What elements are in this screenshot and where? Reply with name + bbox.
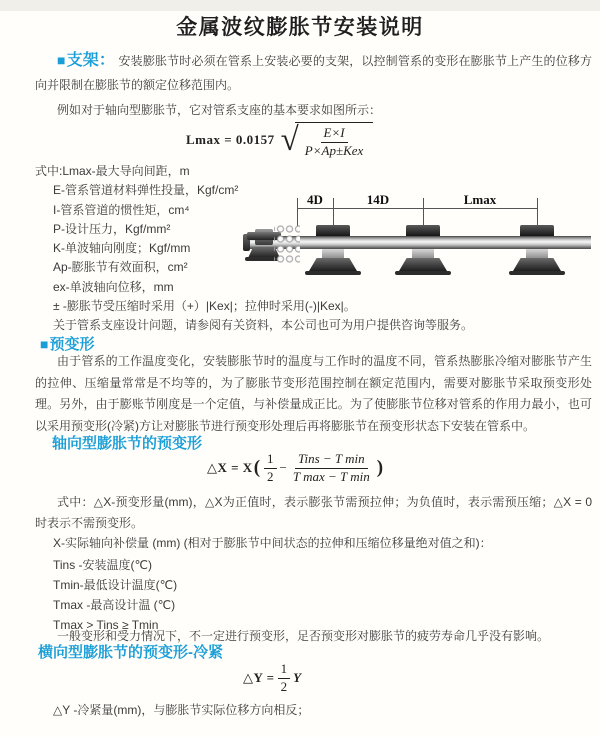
predeform-general-note: 一般变形和受力情况下，不一定进行预变形，足否预变形对膨胀节的疲劳寿命几乎没有影响。: [57, 629, 550, 643]
x-definition-line: X-实际轴向补偿量 (mm) (相对于膨胀节中间状态的拉伸和压缩位移量绝对值之和)：: [53, 536, 492, 550]
page-top-margin: [0, 0, 600, 11]
variable-line: Ap-膨胀节有效面积，cm²: [53, 260, 188, 275]
guide-support: [395, 225, 451, 277]
tmax-line: Tmax -最高设计温 (℃): [53, 598, 176, 612]
section-marker-icon: ■: [57, 52, 66, 68]
lmax-formula-lhs: Lmax = 0.0157: [186, 132, 275, 147]
ax-formula-minus: −: [279, 460, 287, 475]
ax-formula-half-fraction: $\frac{1}{2}$: [264, 452, 277, 485]
variable-line: 式中:Lmax-最大导向间距，m: [35, 164, 190, 178]
predeform-heading-label: 预变形: [49, 336, 95, 353]
ax-formula-lhs: △X = X: [207, 460, 253, 475]
bellows-coils: [274, 223, 300, 263]
ay-formula-fraction: $\frac{1}{2}$: [278, 662, 291, 695]
sqrt-icon: √: [280, 122, 299, 158]
support-heading-label: 支架：: [66, 52, 116, 69]
lmax-formula: [186, 122, 373, 158]
lmax-formula-denominator: P×Ap±Kex: [304, 142, 364, 158]
axial-predeform-formula: [207, 451, 384, 485]
axial-subsection-heading: 轴向型膨胀节的预变形: [52, 435, 203, 452]
ax-formula-close-paren: ): [376, 457, 384, 478]
variable-line: E-管系管道材料弹性投量，Kgf/cm²: [53, 183, 239, 198]
ax-formula-open-paren: (: [253, 457, 261, 478]
support-section-heading: [57, 52, 115, 69]
lmax-formula-numerator: E×I: [321, 126, 348, 143]
plus-minus-note: ± -膨胀节受压缩时采用（+）|Kex|；拉伸时采用(-)|Kex|。: [53, 299, 356, 314]
lmax-formula-radicand: [295, 122, 374, 159]
dim-label-lmax: Lmax: [453, 193, 507, 207]
tins-line: Tins -安装温度(℃): [53, 558, 153, 572]
ay-formula-rhs: Y: [293, 670, 302, 685]
ax-formula-explanation: 式中：△X-预变形量(mm)，△X为正值时，表示膨张节需预拉伸；为负值时，表示需预压缩；△X = 0时表示不需预变形。: [35, 495, 592, 530]
predeform-paragraph: 由于管系的工作温度变化，安装膨胀节时的温度与工作时的温度不同，管系热膨胀冷缩对膨胀节产生的拉伸、压缩量常常是不均等的，为了膨胀节变形范围控制在额定范围内，需要对膨胀节采取预变形处理。另外，由于膨账节刚度是一个定值，与补偿量成正比。为了使膨胀节位移对管系的作用力最小，也可以采用预变形(冷紧)方让对膨胀节进行预变形处理后再将膨胀节在预变形状态下安装在管系中。: [35, 354, 592, 434]
ay-formula-lhs: △Y =: [243, 670, 275, 685]
temp-inequality-line: Tmax > Tins ≥ Tmin: [53, 618, 159, 632]
lateral-predeform-formula: [243, 660, 302, 694]
section-marker-icon: ■: [40, 336, 49, 352]
page-title: 金属波纹膨胀节安装说明: [176, 16, 424, 39]
variable-line: ex-单波轴向位移，mm: [53, 279, 174, 294]
support-intro-paragraph: [35, 50, 592, 97]
dim-label-4d: 4D: [301, 193, 329, 207]
temperature-definitions: [53, 555, 177, 635]
lateral-subsection-heading: 横向型膨胀节的预变形-冷紧: [38, 644, 223, 661]
variable-line: P-设计压力，Kgf/mm²: [53, 221, 171, 236]
ay-definition-line: △Y -冷紧量(mm)，与膨胀节实际位移方向相反；: [53, 703, 310, 717]
variable-line: K-单波轴向刚度；Kgf/mm: [53, 241, 191, 256]
support-intro-text: 安装膨胀节时必须在管系上安装必要的支架，以控制管系的变形在膨胀节上产生的位移方向并限制在膨胀节的额定位移范围内。: [35, 54, 592, 92]
tmin-line: Tmin-最低设计温度(℃): [53, 578, 178, 592]
consulting-note: 关于管系支座设计问题，请参阅有关资料，本公司也可为用户提供咨询等服务。: [53, 318, 474, 333]
support-spacing-diagram: [243, 192, 595, 287]
ax-formula-temp-fraction: $\frac{\text{Tins − T min}}{\text{T max − T min}}$: [292, 450, 370, 484]
guide-support: [509, 225, 565, 277]
variable-line: I-管系管道的惯性矩，cm⁴: [53, 202, 190, 217]
support-example-line: 例如对于轴向型膨胀节，它对管系支座的基本要求如图所示：: [57, 103, 382, 117]
guide-support: [305, 225, 361, 277]
dim-label-14d: 14D: [357, 193, 399, 207]
